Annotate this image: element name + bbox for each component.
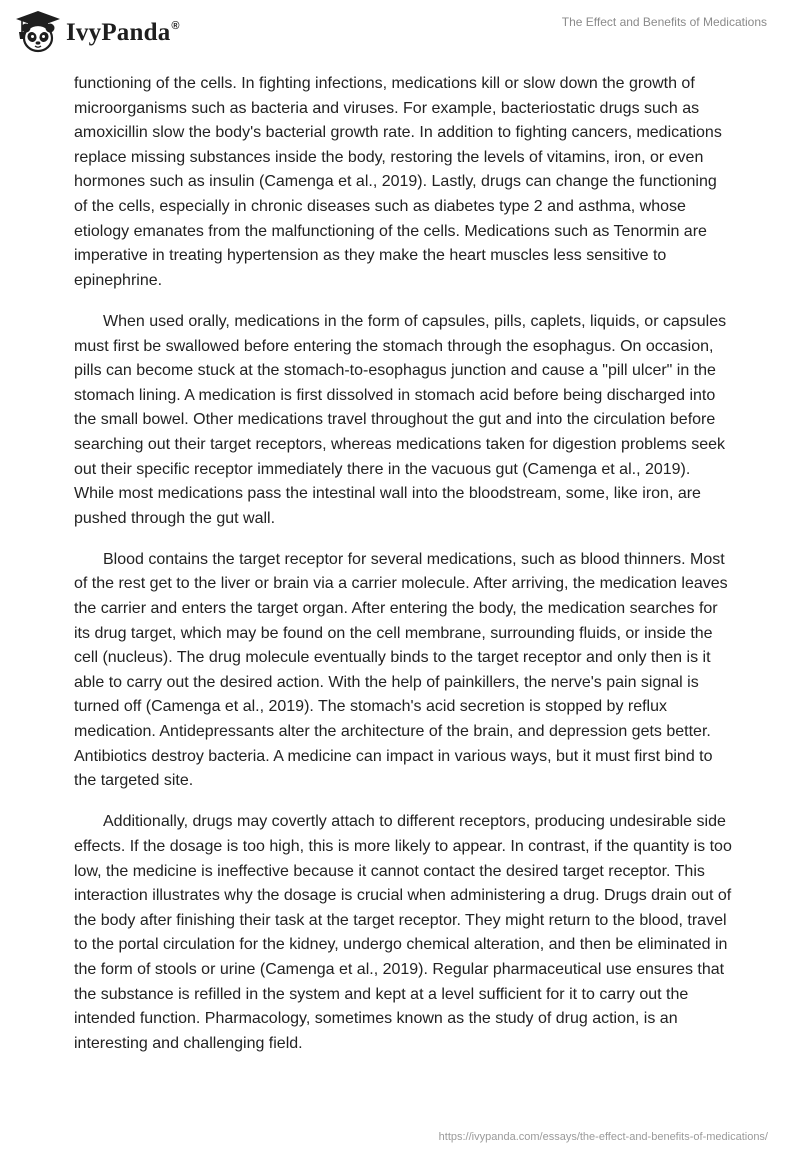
brand-name: [66, 19, 180, 47]
source-url[interactable]: https://ivypanda.com/essays/the-effect-and-benefits-of-medications/: [438, 1131, 768, 1143]
registered-mark: ®: [171, 20, 180, 32]
paragraph: Additionally, drugs may covertly attach to different receptors, producing undesirable side effects. If the dosage is too high, this is more likely to appear. In contrast, if the quantity is too low, the medicine is ineffective because it cannot contact the desired target receptor. This interaction illustrates why the dosage is crucial when administering a drug. Drugs drain out of the body after finishing their task at the target receptor. They might return to the blood, travel to the portal circulation for the kidney, undergo chemical alteration, and then be eliminated in the form of stools or urine (Camenga et al., 2019). Regular pharmaceutical use ensures that the substance is refilled in the system and kept at a level sufficient for it to carry out the intended function. Pharmacology, sometimes known as the study of drug action, is an interesting and challenging field.: [74, 813, 732, 1052]
ivypanda-logo[interactable]: [14, 10, 180, 54]
brand-name-text: IvyPanda: [66, 19, 171, 46]
panda-graduate-icon: [14, 10, 62, 54]
paragraph: When used orally, medications in the form of capsules, pills, caplets, liquids, or capsules must first be swallowed before entering the stomach through the esophagus. On occasion, pills can become stuck at the stomach-to-esophagus junction and cause a "pill ulcer" in the stomach lining. A medication is first dissolved in stomach acid before being discharged into the small bowel. Other medications travel throughout the gut and into the circulation before searching out their target receptors, whereas medications taken for digestion problems seek out their specific receptor immediately there in the vacuous gut (Camenga et al., 2019). While most medications pass the intestinal wall into the bloodstream, some, like iron, are pushed through the gut wall.: [74, 312, 727, 527]
paragraph: Blood contains the target receptor for several medications, such as blood thinners. Most of the rest get to the liver or brain via a carrier molecule. After arriving, the medication leaves the carrier and enters the target organ. After entering the body, the medication searches for its drug target, which may be found on the cell membrane, surrounding fluids, or inside the cell (nucleus). The drug molecule eventually binds to the target receptor and only then is it able to carry out the desired action. With the help of painkillers, the nerve's pain signal is turned off (Camenga et al., 2019). The stomach's acid secretion is stopped by reflux medication. Antidepressants alter the architecture of the brain, and depression gets better. Antibiotics destroy bacteria. A medicine can impact in various ways, but it must first bind to the targeted site.: [74, 550, 728, 790]
paragraph: functioning of the cells. In fighting infections, medications kill or slow down the growth of microorganisms such as bacteria and viruses. For example, bacteriostatic drugs such as amoxicillin slow the body's bacterial growth rate. In addition to fighting cancers, medications replace missing substances inside the body, restoring the levels of vitamins, iron, or even hormones such as insulin (Camenga et al., 2019). Lastly, drugs can change the functioning of the cells, especially in chronic diseases such as diabetes type 2 and asthma, whose etiology emanates from the malfunctioning of the cells. Medications such as Tenormin are imperative in treating hypertension as they make the heart muscles less sensitive to epinephrine.: [74, 75, 722, 289]
document-title: The Effect and Benefits of Medications: [561, 15, 767, 29]
essay-body: [74, 72, 734, 1073]
page-header: [0, 0, 800, 70]
